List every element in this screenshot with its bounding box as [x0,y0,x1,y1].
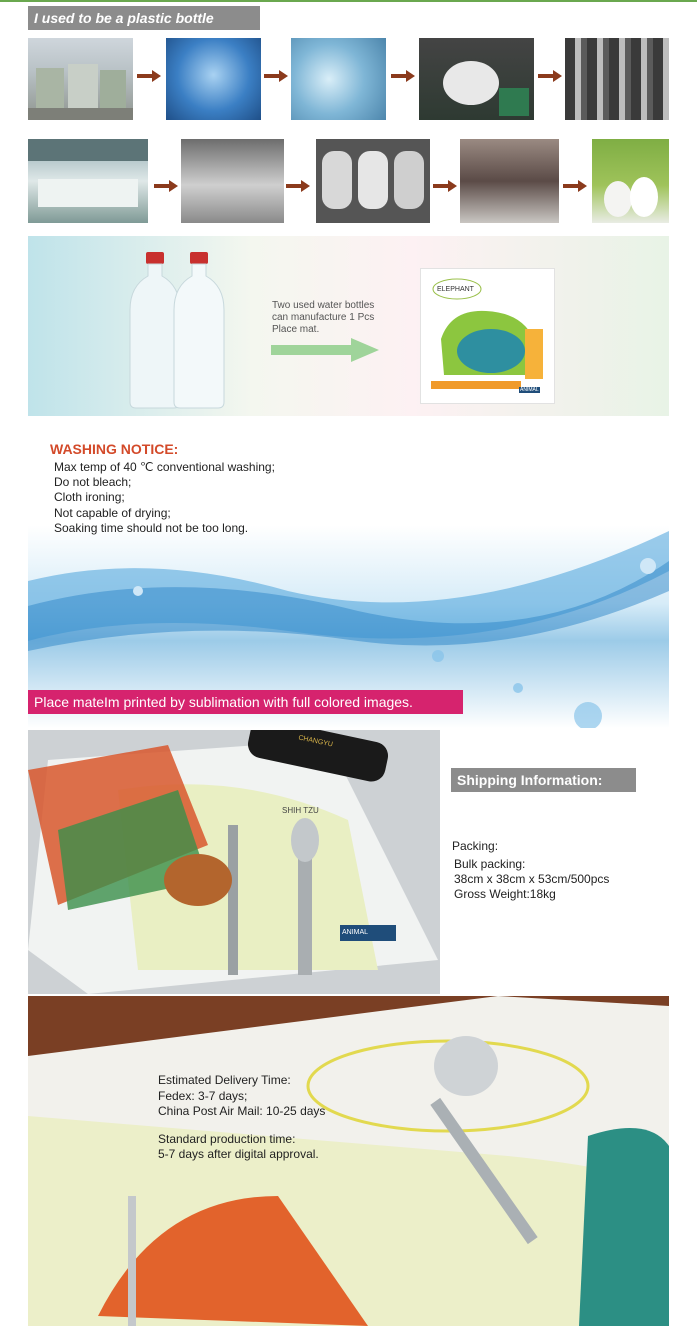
arrow-right-icon [538,70,562,82]
arrow-right-icon [433,180,457,192]
yarn-cones-photo [592,139,669,223]
section-header: I used to be a plastic bottle [28,6,260,30]
placemat-photo [28,730,440,994]
spinning-machine-photo [565,38,669,120]
recycle-line-2: can manufacture 1 Pcs [272,312,375,323]
card-brand-badge: ANIMAL [520,387,539,393]
packing-line: Gross Weight:18kg [454,887,556,901]
arrow-right-icon [154,180,178,192]
production-title: Standard production time: [158,1132,296,1146]
bottle-flakes-photo [166,38,261,120]
production-value: 5-7 days after digital approval. [158,1147,319,1161]
packing-line: 38cm x 38cm x 53cm/500pcs [454,872,610,886]
sublimation-banner: Place mateIm printed by sublimation with full colored images. [28,690,463,714]
top-divider [0,0,697,2]
arrow-right-icon [563,180,587,192]
water-bottles-image [128,250,236,410]
washing-notice-title: WASHING NOTICE: [50,441,179,457]
clean-flakes-photo [291,38,386,120]
bales-photo [28,38,133,120]
shipping-header: Shipping Information: [451,768,636,792]
packing-label: Packing: [452,839,499,853]
washing-item: Soaking time should not be too long. [54,521,249,535]
elephant-placemat-card [420,268,555,404]
placemat-label: SHIH TZU [282,806,319,815]
arrow-right-icon [137,70,161,82]
delivery-fedex: Fedex: 3-7 days; [158,1089,248,1103]
arrow-right-icon [286,180,310,192]
delivery-post: China Post Air Mail: 10-25 days [158,1104,326,1118]
packing-line: Bulk packing: [454,857,526,871]
wine-bottle-label: CHANGYU [297,734,334,749]
drawing-machine-photo [181,139,284,223]
melting-machine-photo [419,38,534,120]
arrow-right-icon [264,70,288,82]
factory-hall-photo [28,139,148,223]
fiber-tow-photo [316,139,430,223]
recycle-line-1: Two used water bottles [272,300,375,311]
recycle-line-3: Place mat. [272,324,320,335]
delivery-title: Estimated Delivery Time: [158,1073,291,1087]
placemat-brand-badge: ANIMAL [342,929,369,936]
recycle-description [272,300,402,336]
washing-item: Cloth ironing; [54,490,125,504]
winding-machine-photo [460,139,559,223]
washing-item: Not capable of drying; [54,506,171,520]
placemat-closeup-photo [28,996,669,1326]
arrow-right-icon [391,70,415,82]
elephant-label: ELEPHANT [437,286,474,293]
big-arrow-right-icon [271,338,379,362]
washing-item: Do not bleach; [54,475,132,489]
washing-item: Max temp of 40 ℃ conventional washing; [54,460,275,474]
